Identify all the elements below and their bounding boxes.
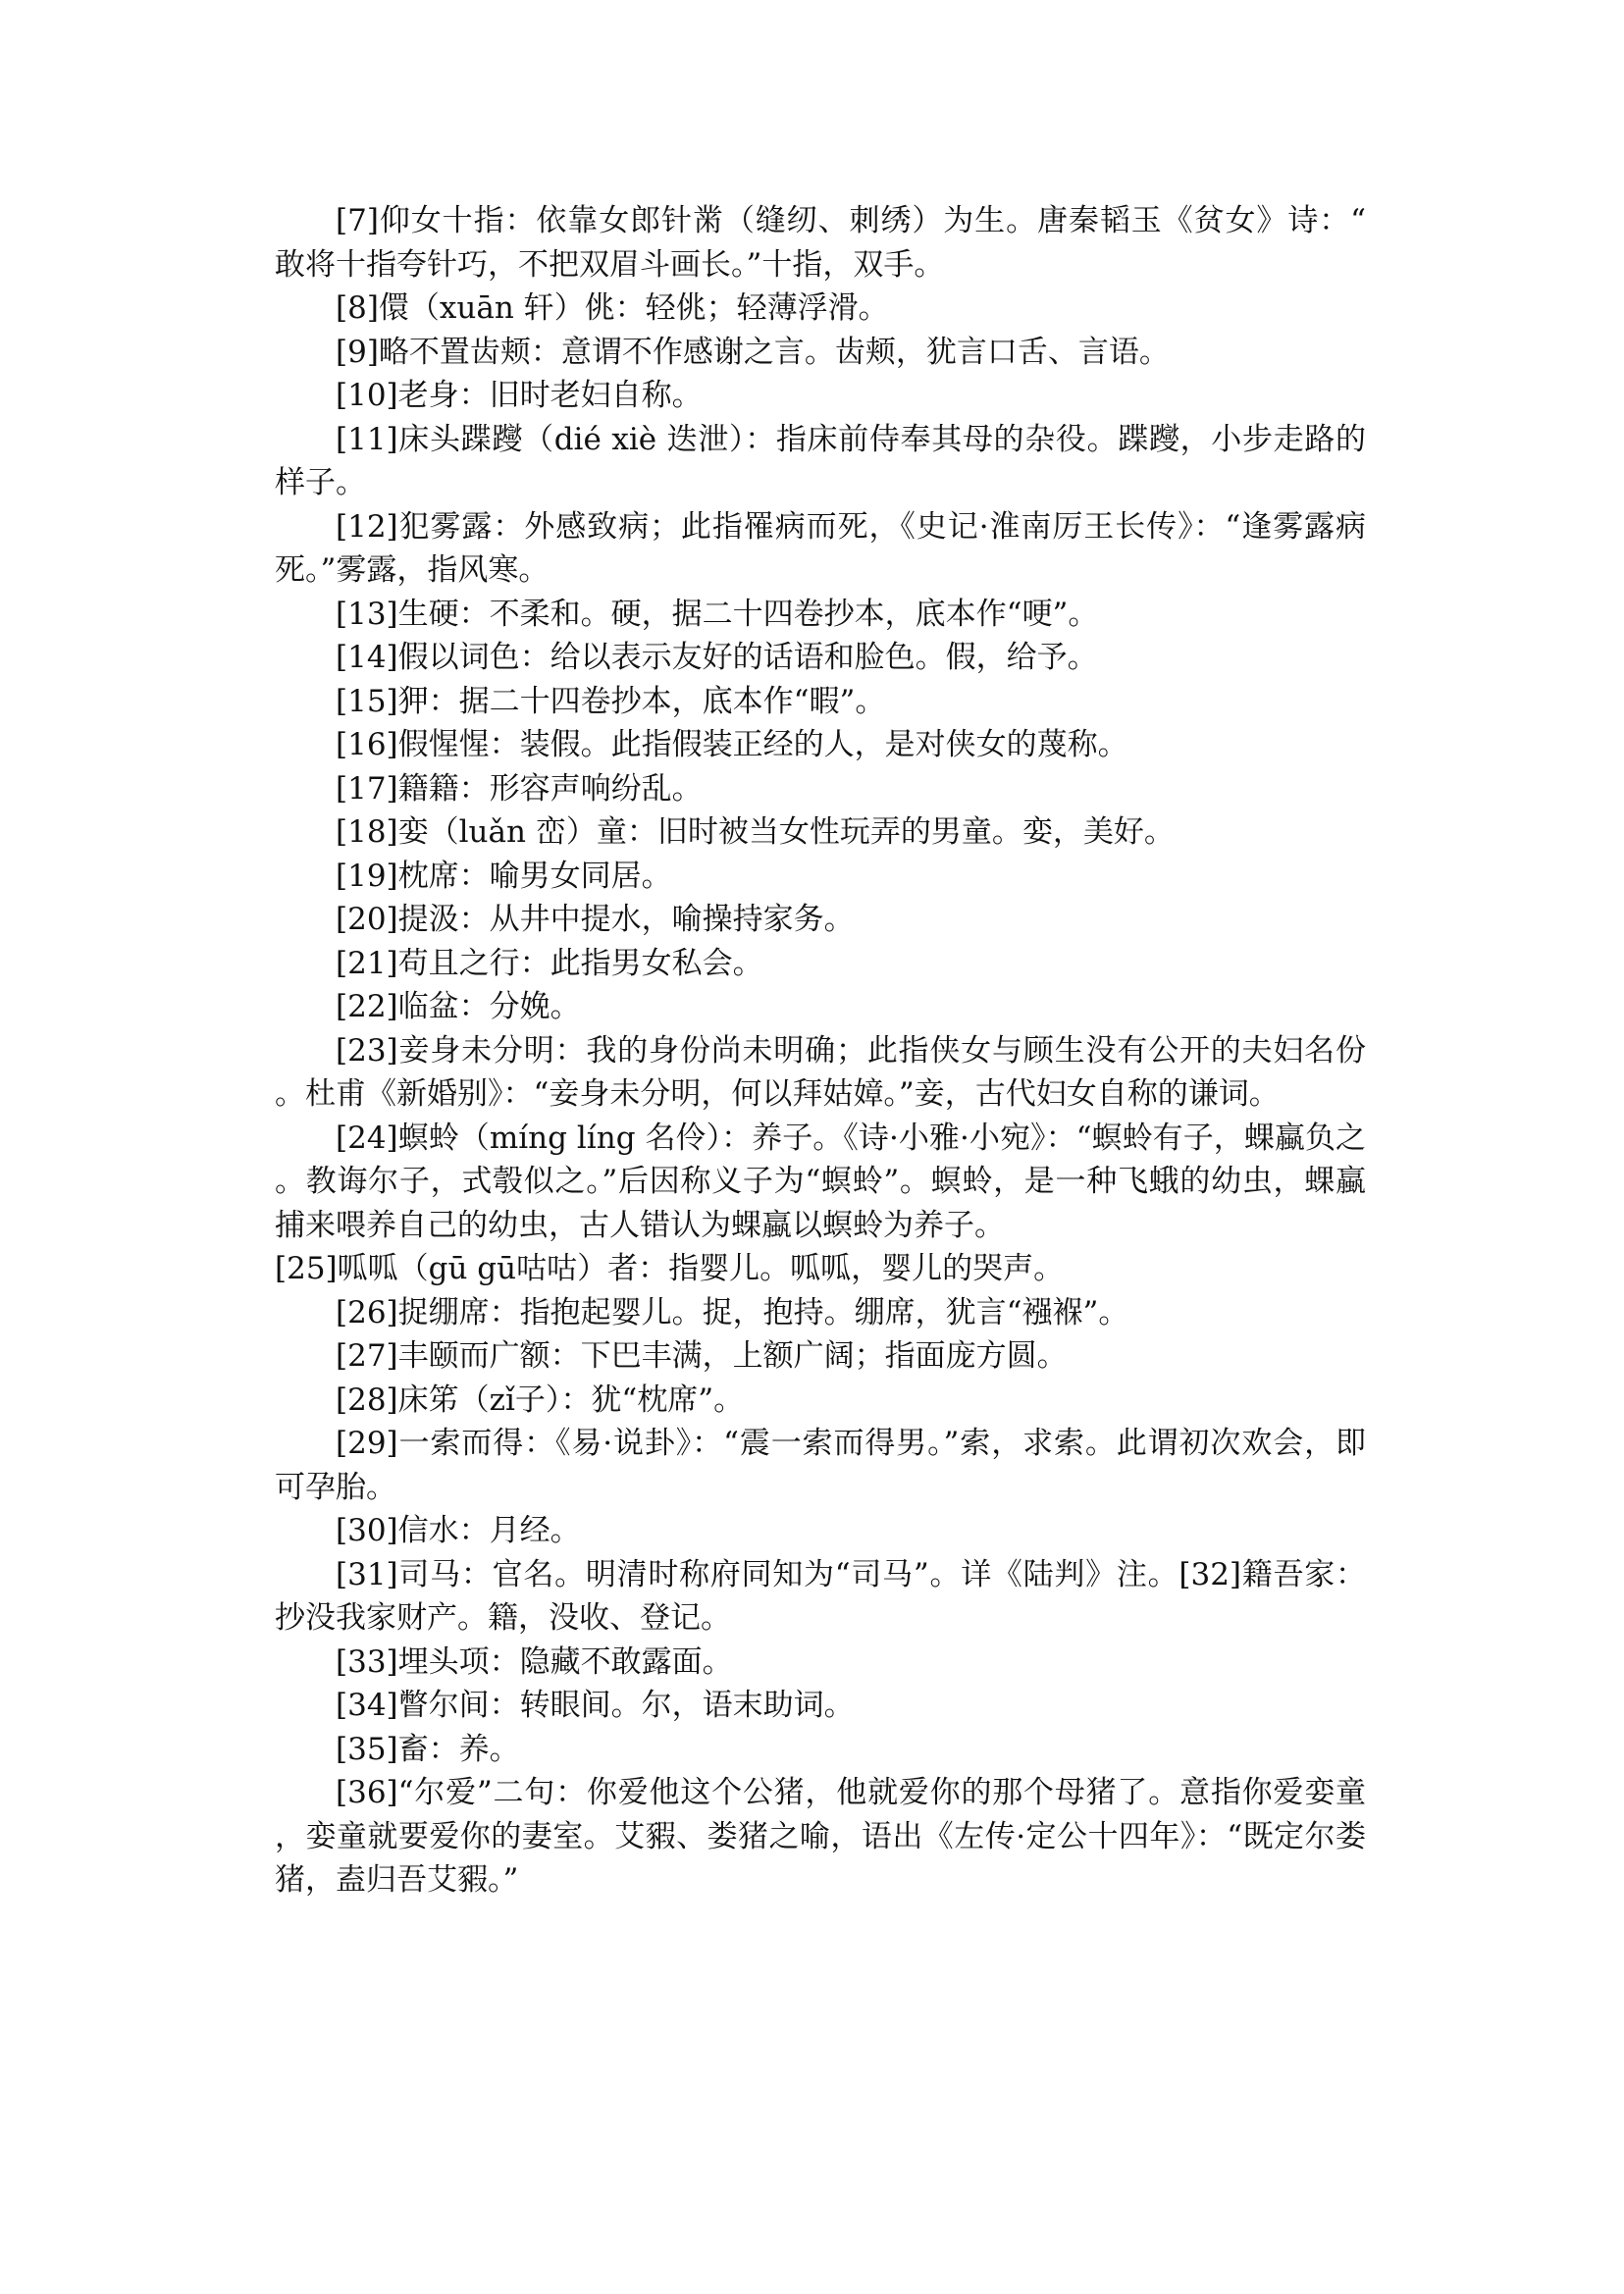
annotation-note-14: [14]假以词色：给以表示友好的话语和脸色。假，给予。 (336, 640, 1098, 675)
annotation-list (275, 199, 1366, 1903)
annotation-note-28: [28]床笫（zǐ子）：犹“枕席”。 (336, 1382, 745, 1418)
annotation-note-20: [20]提汲：从井中提水，喻操持家务。 (336, 902, 855, 937)
annotation-note-16: [16]假惺惺：装假。此指假装正经的人，是对侠女的蔑称。 (336, 727, 1128, 762)
annotation-note-33: [33]埋头项：隐藏不敢露面。 (336, 1643, 733, 1680)
annotation-note-35: [35]畜：养。 (336, 1731, 520, 1767)
annotation-note-29: [29]一索而得：《易·说卦》：“震一索而得男。”索，求索。此谓初次欢会，即可孕胎。 (275, 1426, 1366, 1505)
annotation-note-12: [12]犯雾露：外感致病；此指罹病而死，《史记·淮南厉王长传》：“逢雾露病死。”雾露，指风寒。 (275, 508, 1366, 588)
annotation-note-21: [21]苟且之行：此指男女私会。 (336, 945, 763, 981)
annotation-note-31: [31]司马：官名。明清时称府同知为“司马”。详《陆判》注。[32]籍吾家：抄没我家财产。籍，没收、登记。 (275, 1556, 1366, 1636)
annotation-note-26: [26]捉绷席：指抱起婴儿。捉，抱持。绷席，犹言“襁褓”。 (336, 1294, 1129, 1330)
annotation-note-9: [9]略不置齿颊：意谓不作感谢之言。齿颊，犹言口舌、言语。 (336, 334, 1170, 370)
annotation-note-34: [34]瞥尔间：转眼间。尔，语末助词。 (336, 1688, 855, 1723)
annotation-note-24: [24]螟蛉（míng líng 名伶）：养子。《诗·小雅·小宛》：“螟蛉有子，蜾蠃负之。教诲尔子，式彀似之。”后因称义子为“螟蛉”。螟蛉，是一种飞蛾的幼虫，蜾蠃捕来喂养自己的幼虫，古人错认为蜾蠃以螟蛉为养子。 (275, 1120, 1366, 1243)
annotation-note-25: [25]呱呱（gū gū咕咕）者：指婴儿。呱呱，婴儿的哭声。 (275, 1251, 1065, 1286)
annotation-note-8: [8]儇（xuān 轩）佻：轻佻；轻薄浮滑。 (336, 290, 889, 326)
annotation-note-27: [27]丰颐而广额：下巴丰满，上额广阔；指面庞方圆。 (336, 1338, 1068, 1374)
annotation-note-13: [13]生硬：不柔和。硬，据二十四卷抄本，底本作“哽”。 (336, 596, 1099, 632)
annotation-note-36: [36]“尔爱”二句：你爱他这个公猪，他就爱你的那个母猪了。意指你爱娈童，娈童就要爱你的妻室。艾豭、娄猪之喻，语出《左传·定公十四年》：“既定尔娄猪，盍归吾艾豭。” (275, 1775, 1366, 1898)
annotation-note-11: [11]床头蹀躞（dié xiè 迭泄）：指床前侍奉其母的杂役。蹀躞，小步走路的样子。 (275, 421, 1366, 500)
annotation-note-22: [22]临盆：分娩。 (336, 989, 581, 1024)
annotation-note-30: [30]信水：月经。 (336, 1513, 581, 1548)
annotation-note-17: [17]籍籍：形容声响纷乱。 (336, 770, 703, 807)
annotation-note-19: [19]枕席：喻男女同居。 (336, 858, 672, 894)
annotation-note-18: [18]娈（luǎn 峦）童：旧时被当女性玩弄的男童。娈，美好。 (336, 814, 1175, 850)
annotation-note-7: [7]仰女十指：依靠女郎针黹（缝纫、刺绣）为生。唐秦韬玉《贫女》诗：“敢将十指夸针巧，不把双眉斗画长。”十指，双手。 (275, 203, 1366, 283)
annotation-note-10: [10]老身：旧时老妇自称。 (336, 378, 703, 413)
annotation-note-15: [15]狎：据二十四卷抄本，底本作“暇”。 (336, 683, 886, 719)
annotation-note-23: [23]妾身未分明：我的身份尚未明确；此指侠女与顾生没有公开的夫妇名份。杜甫《新婚别》：“妾身未分明，何以拜姑嫜。”妾，古代妇女自称的谦词。 (275, 1032, 1366, 1112)
